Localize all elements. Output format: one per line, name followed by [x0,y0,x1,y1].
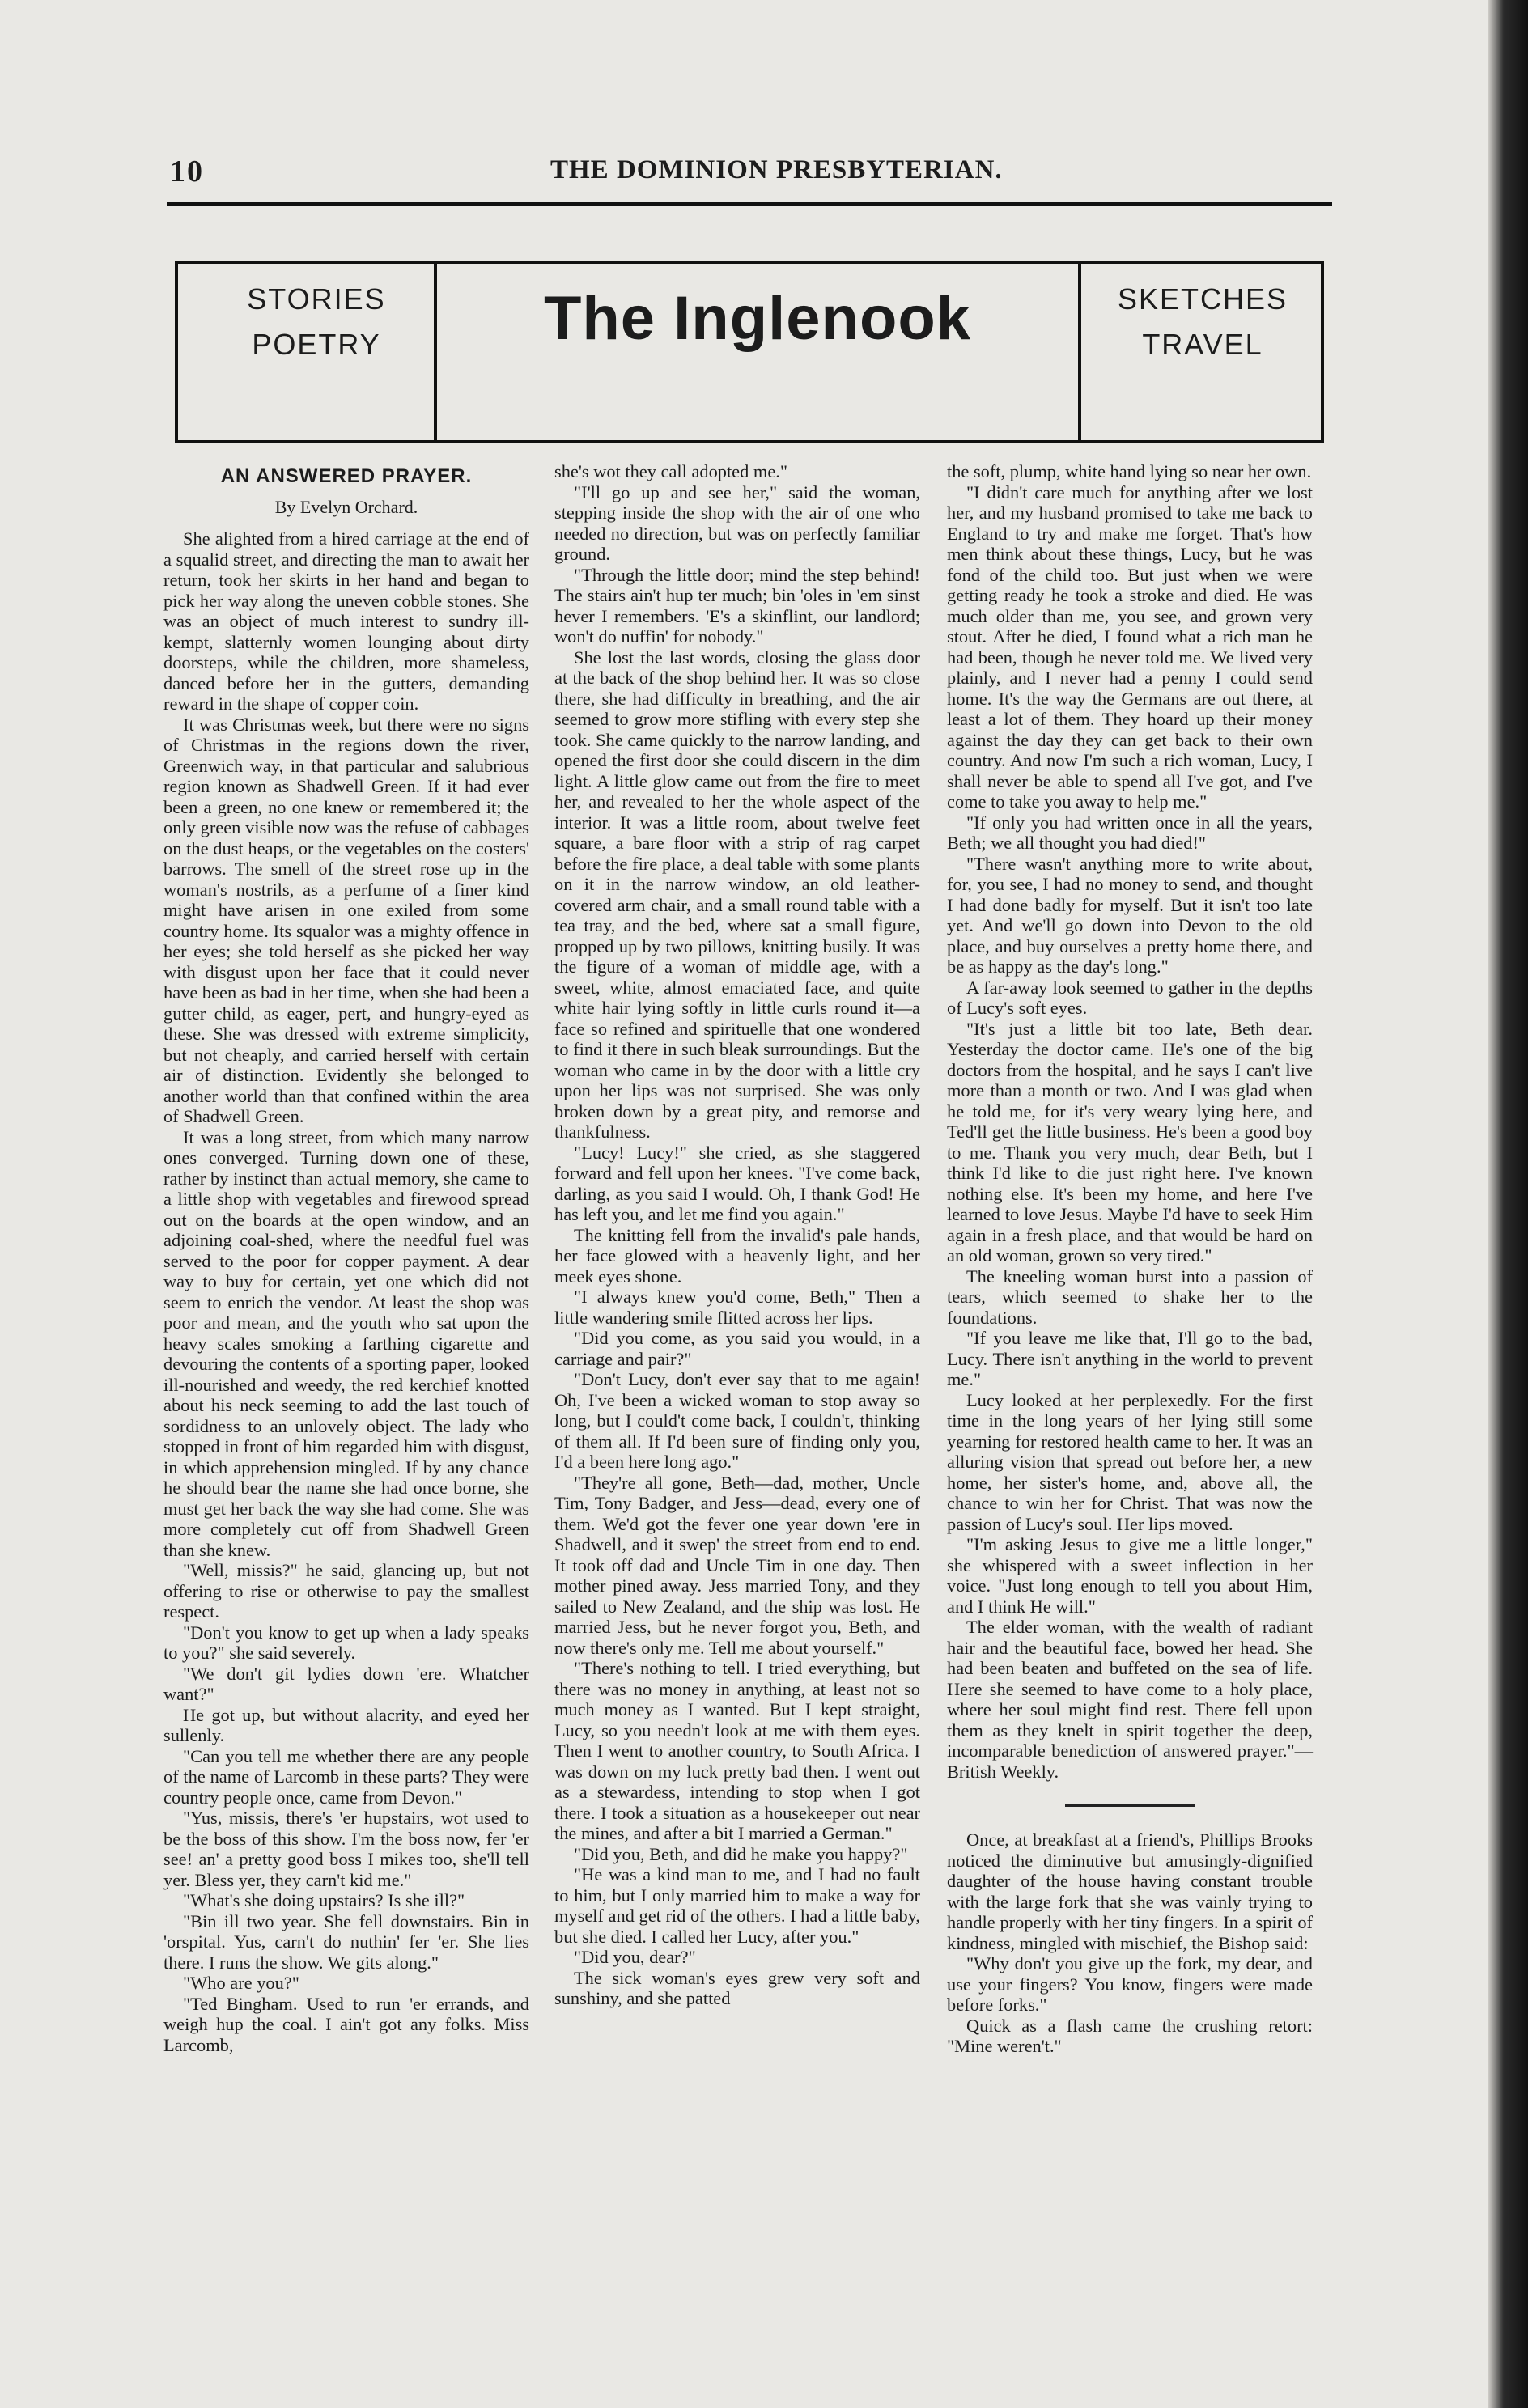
paragraph: "Can you tell me whether there are any people of the name of Larcomb in these parts? They were country people once, came from Devon." [163,1745,529,1808]
column-1-body [163,528,529,2055]
banner-right-labels [1081,277,1324,367]
story-byline: By Evelyn Orchard. [274,496,418,517]
paragraph: "Who are you?" [183,1973,299,1993]
paragraph: "Lucy! Lucy!" she cried, as she staggered forward and fell upon her knees. "I've come back, darling, as you said I would. Oh, I thank God! He has left you, and let me find you again." [554,1142,920,1224]
paragraph: Quick as a flash came the crushing retort: "Mine weren't." [947,2015,1313,2056]
paragraph: "What's she doing upstairs? Is she ill?" [183,1890,465,1910]
column-3 [947,461,1313,2057]
paragraph: "Did you, Beth, and did he make you happy?" [574,1843,908,1864]
section-banner [167,202,1332,455]
paragraph: A far-away look seemed to gather in the depths of Lucy's soft eyes. [947,977,1313,1018]
column-2-body [554,461,920,2009]
paragraph: "I'll go up and see her," said the woman, stepping inside the shop with the air of one who needed no direction, but was on perfectly familiar ground. [554,481,920,564]
paragraph: "Did you come, as you said you would, in a carriage and pair?" [554,1328,920,1369]
paragraph: "I'm asking Jesus to give me a little longer," she whispered with a sweet inflection in her voice. "Just long enough to tell you about Him, and I think He will." [947,1534,1313,1617]
story-heading: AN ANSWERED PRAYER. [220,465,473,487]
paragraph: "There's nothing to tell. I tried everything, but there was no money in anything, at least not so much money as I wanted. But I kept straight, Lucy, so you needn't look at me with them eyes. Then I went to another country, to South Africa. I was down on my luck pretty bad then. I went out as a stewardess, intending to stop when I got there. I took a situation as a housekeeper out near the mines, and after a bit I married a German." [554,1658,920,1843]
banner-right-line2: TRAVEL [1142,328,1263,361]
page-edge-shadow [1488,0,1528,2408]
paragraph: "Ted Bingham. Used to run 'er errands, and weigh hup the coal. I ain't got any folks. Miss Larcomb, [163,1993,529,2055]
paragraph: "Did you, dear?" [574,1947,696,1967]
banner-top-rule [167,202,1332,206]
paragraph: "If only you had written once in all the years, Beth; we all thought you had died!" [947,812,1313,853]
running-header [162,146,1343,194]
paragraph: "Through the little door; mind the step behind! The stairs ain't hup ter much; bin 'oles in 'em sinst hever I remembers. 'E's a skinflint, our landlord; won't do nuffin' for nobody." [554,564,920,647]
banner-left-labels [199,277,434,367]
banner-right-line1: SKETCHES [1117,282,1288,316]
paragraph: The sick woman's eyes grew very soft and sunshiny, and she patted [554,1967,920,2008]
paragraph: she's wot they call adopted me." [554,461,788,481]
paragraph: "Yus, missis, there's 'er hupstairs, wot used to be the boss of this show. I'm the boss now, fer 'er see! an' a pretty good boss I mikes too, she'll tell yer. Bless yer, they carn't kid me." [163,1808,529,1890]
paragraph: "I always knew you'd come, Beth," Then a little wandering smile flitted across her lips. [554,1287,920,1328]
paragraph: "Bin ill two year. She fell downstairs. Bin in 'orspital. Yus, carn't do nuthin' fer 'er. She lies there. I runs the show. We gits along." [163,1910,529,1973]
section-separator [1065,1804,1195,1807]
paragraph: She alighted from a hired carriage at the end of a squalid street, and directing the man to await her return, took her skirts in her hand and began to pick her way along the uneven cobble stones. She was an object of much interest to sundry ill-kempt, slatternly women lounging about dirty doorsteps, while the children, more shameless, danced before her in the gutters, demanding reward in the shape of copper coin. [163,528,529,714]
paragraph: "We don't git lydies down 'ere. Whatcher want?" [163,1663,529,1704]
section-title: The Inglenook [543,284,972,353]
paragraph: The elder woman, with the wealth of radiant hair and the beautiful face, bowed her head. She had been beaten and buffeted on the sea of life. Here she seemed to have come to a holy place, where her soul might find rest. There fell upon them as they knelt in spirit together the deep, incomparable benediction of answered prayer."—British Weekly. [947,1617,1313,1782]
paragraph: "Don't Lucy, don't ever say that to me again! Oh, I've been a wicked woman to stop away so long, but I could't come back, I couldn't, thinking of them all. If I'd been sure of finding only you, I'd a been here long ago." [554,1369,920,1472]
paragraph: the soft, plump, white hand lying so near her own. [947,461,1312,481]
paragraph: Once, at breakfast at a friend's, Phillips Brooks noticed the diminutive but amusingly-dignified daughter of the house having constant trouble with the large fork that she was vainly trying to handle properly with her tiny fingers. In a spirit of kindness, mingled with mischief, the Bishop said: [947,1829,1313,1953]
banner-left-line2: POETRY [252,328,381,361]
paragraph: She lost the last words, closing the glass door at the back of the shop behind her. It was so close there, she had difficulty in breathing, and the air seemed to grow more stifling with every step she took. She came quickly to the narrow landing, and opened the first door she could discern in the dim light. A little glow came out from the fire to meet her, and revealed to her the whole aspect of the interior. It was a little room, about twelve feet square, a bare floor with a strip of rag carpet before the fire place, a deal table with some plants on it in the narrow window, an old leather-covered arm chair, and a small round table with a tea tray, and the bed, where sat a small figure, propped up by two pillows, knitting busily. It was the figure of a woman of middle age, with a sweet, white, almost emaciated face, and quite white hair lying softly in little curls round it—a face so refined and spirituelle that one wondered to find it there in such bleak surroundings. But the woman who came in by the door with a little cry upon her lips was not surprised. She was only broken down by a great pity, and remorse and thankfulness. [554,647,920,1142]
column-3-body [947,461,1313,1782]
paragraph: It was a long street, from which many narrow ones converged. Turning down one of these, rather by instinct than actual memory, she came to a little shop with vegetables and firewood spread out on the boards at the open window, and an adjoining coal-shed, where the needful fuel was served to the poor for copper payment. A dear way to buy for certain, yet one which did not seem to enrich the vendor. At least the shop was poor and mean, and the youth who sat upon the heavy scales smoking a farthing cigarette and devouring the contents of a sporting paper, looked ill-nourished and weedy, the red kerchief knotted about his neck seeming to add the last touch of sordidness to an unlovely object. The lady who stopped in front of him regarded him with disgust, in which apprehension mingled. If by any chance he should bear the name she had once borne, she must get her back the way she had come. She was more completely cut off from Shadwell Green than she knew. [163,1126,529,1560]
column-2 [554,461,920,2009]
banner-left-line1: STORIES [247,282,386,316]
journal-title: THE DOMINION PRESBYTERIAN. [550,155,1003,184]
page-number: 10 [170,155,204,189]
paragraph: "I didn't care much for anything after we lost her, and my husband promised to take me back to England to try and make me forget. That's how men think about these things, Lucy, but he was fond of the child too. But just when we were getting ready he took a stroke and died. He was much older than me, you see, and grown very stout. After he died, I found what a rich man he had been, though he never told me. We lived very plainly, and I never had a penny I could send home. It's the way the Germans are out there, at least a lot of them. They hoard up their money against the day they can get back to their own country. And now I'm such a rich woman, Lucy, I shall never be able to spend all I've got, and I've come to take you away to help me." [947,481,1313,812]
paragraph: "Why don't you give up the fork, my dear, and use your fingers? You know, fingers were made before forks." [947,1953,1313,2015]
paragraph: "If you leave me like that, I'll go to the bad, Lucy. There isn't anything in the world to prevent me." [947,1328,1313,1389]
paragraph: "Don't you know to get up when a lady speaks to you?" she said severely. [163,1622,529,1663]
column-1 [163,461,529,2055]
anecdote [947,1829,1313,2057]
paragraph: The knitting fell from the invalid's pale hands, her face glowed with a heavenly light, and her meek eyes shone. [554,1224,920,1287]
paragraph: It was Christmas week, but there were no signs of Christmas in the regions down the river, Greenwich way, in that particular and salubrious region known as Shadwell Green. If it had ever been a green, no one knew or remembered it; the only green visible now was the refuse of cabbages on the dust heaps, or the vegetables on the costers' barrows. The smell of the street rose up in the woman's nostrils, as a perfume of a finer kind might have arisen in one exiled from some country home. Its squalor was a mighty offence in her eyes; she told herself as she picked her way with disgust upon her face that it could never have been as bad in her time, when she had been a gutter child, as eager, pert, and hungry-eyed as these. She was dressed with extreme simplicity, but not cheaply, and carried herself with certain air of distinction. Evidently she belonged to another world than that confined within the area of Shadwell Green. [163,714,529,1126]
paragraph: "It's just a little bit too late, Beth dear. Yesterday the doctor came. He's one of the big doctors from the hospital, and he says I can't live more than a month or two. And I was glad when he told me, for it's very weary lying here, and Ted'll get the little business. He's been a good boy to me. Thank you very much, dear Beth, but I think I'd like to die just right here. I've known nothing else. It's been my home, and here I've learned to love Jesus. Maybe I'd have to seek Him again in a fresh place, and that would be hard on an old woman, grown so very tired." [947,1018,1313,1265]
newspaper-page [162,138,1343,2387]
paragraph: "There wasn't anything more to write about, for, you see, I had no money to send, and thought I had done badly for myself. But it isn't too late yet. And we'll go down into Devon to the old place, and buy ourselves a pretty home there, and be as happy as the day's long." [947,853,1313,977]
paragraph: "He was a kind man to me, and I had no fault to him, but I only married him to make a way for myself and get rid of the others. I had a little baby, but she died. I called her Lucy, after you." [554,1864,920,1947]
paragraph: The kneeling woman burst into a passion of tears, which seemed to shake her to the foundations. [947,1265,1313,1328]
paragraph: "They're all gone, Beth—dad, mother, Uncle Tim, Tony Badger, and Jess—dead, every one of them. We'd got the fever one year down 'ere in Shadwell, and it swep' the street from end to end. It took off dad and Uncle Tim in one day. Then mother pined away. Jess married Tony, and they sailed to New Zealand, and the ship was lost. He married Jess, but he never forgot you, Beth, and now there's only me. Tell me about yourself." [554,1472,920,1658]
paragraph: He got up, but without alacrity, and eyed her sullenly. [163,1704,529,1745]
paragraph: Lucy looked at her perplexedly. For the first time in the long years of her lying still some yearning for restored health came to her. It was an alluring vision that spread out before her, a new home, her sister's home, and, above all, the chance to win her for Christ. That was now the passion of Lucy's soul. Her lips moved. [947,1389,1313,1534]
paragraph: "Well, missis?" he said, glancing up, but not offering to rise or otherwise to pay the smallest respect. [163,1560,529,1622]
